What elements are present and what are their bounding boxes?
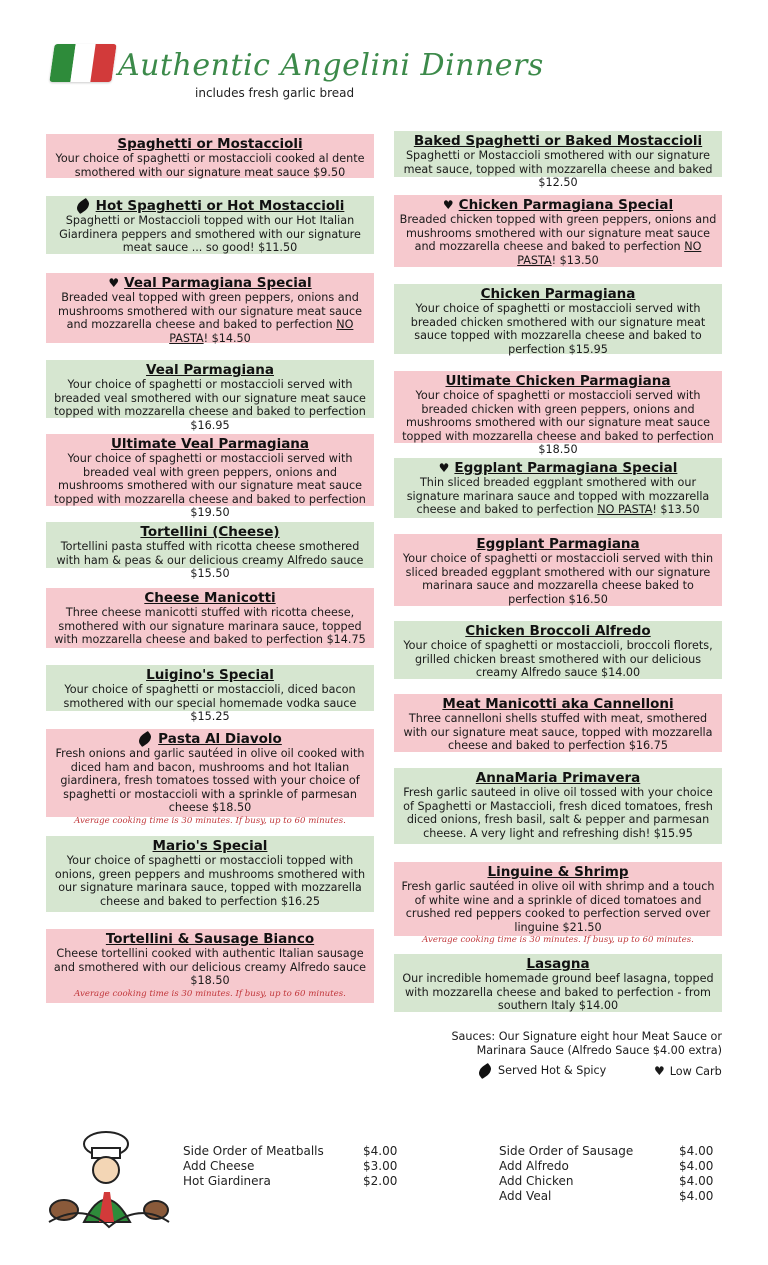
page-subtitle: includes fresh garlic bread — [195, 86, 355, 100]
menu-item — [394, 534, 722, 606]
legend-low-carb — [654, 1064, 722, 1078]
item-name: Chicken Parmagiana — [480, 286, 636, 302]
item-name: Cheese Manicotti — [144, 590, 276, 606]
hot-pepper-icon — [74, 198, 91, 214]
side-label: Add Alfredo — [499, 1159, 569, 1173]
no-pasta-label: NO PASTA — [169, 318, 354, 345]
side-price: $4.00 — [679, 1159, 714, 1173]
item-name: Chicken Parmagiana Special — [458, 197, 674, 213]
side-label: Add Veal — [499, 1189, 552, 1203]
menu-item — [394, 458, 722, 518]
side-row — [183, 1159, 397, 1174]
menu-item — [46, 360, 374, 432]
cooking-time-note: Average cooking time is 30 minutes. If busy, up to 60 minutes. — [74, 815, 346, 826]
item-name: Veal Parmagiana — [146, 362, 274, 378]
item-desc: Spaghetti or Mostaccioli topped with our Hot Italian Giardinera peppers and smothered with our signature meat sauce ... so good! $11.50 — [59, 214, 361, 255]
side-price: $4.00 — [679, 1144, 714, 1158]
item-name: Pasta Al Diavolo — [158, 731, 282, 747]
item-desc: Spaghetti or Mostaccioli smothered with our signature meat sauce, topped with mozzarella cheese and baked $12.50 — [403, 149, 713, 190]
item-desc: Thin sliced breaded eggplant smothered with our signature marinara sauce and topped with mozzarella cheese and baked to perfection — [406, 476, 710, 517]
no-pasta-label: NO PASTA — [597, 503, 653, 517]
page-title: Authentic Angelini Dinners — [118, 48, 544, 83]
menu-item — [394, 371, 722, 457]
item-desc: Your choice of spaghetti or mostaccioli served with breaded chicken smothered with our signature meat sauce topped with mozzarella cheese and baked to perfection $15.95 — [410, 302, 706, 356]
item-desc: Your choice of spaghetti or mostaccioli, diced bacon smothered with our special homemade vodka sauce $15.25 — [63, 683, 357, 724]
item-desc: Your choice of spaghetti or mostaccioli served with breaded chicken with green peppers, onions and mushrooms smothered with our signature meat sauce topped with mozzarella cheese and baked to perfection $18.50 — [402, 389, 714, 457]
menu-item — [394, 768, 722, 844]
heart-icon: ♥ — [654, 1064, 665, 1078]
sauces-line-2: Marinara Sauce (Alfredo Sauce $4.00 extra) — [476, 1044, 722, 1057]
item-name: Luigino's Special — [146, 667, 274, 683]
menu-item — [46, 134, 374, 178]
item-desc: Your choice of spaghetti or mostaccioli served with breaded veal smothered with our signature meat sauce topped with mozzarella cheese and baked to perfection $16.95 — [54, 378, 366, 432]
heart-icon: ♥ — [438, 461, 450, 475]
item-desc: Three cannelloni shells stuffed with meat, smothered with our signature meat sauce, topped with mozzarella cheese and baked to perfection $16.75 — [403, 712, 713, 753]
legend-low-carb-label: Low Carb — [669, 1065, 722, 1078]
side-price: $2.00 — [363, 1174, 398, 1188]
item-desc: Fresh garlic sauteed in olive oil tossed with your choice of Spaghetti or Mastaccioli, fresh diced tomatoes, fresh diced onions, fresh basil, salt & pepper and parmesan cheese. A very light and refreshing dish! $15.95 — [403, 786, 713, 840]
sauces-note — [400, 1030, 722, 1058]
item-price: ! $13.50 — [551, 253, 599, 267]
item-desc: Tortellini pasta stuffed with ricotta cheese smothered with ham & peas & our delicious creamy Alfredo sauce $15.50 — [56, 540, 364, 581]
item-desc: Your choice of spaghetti or mostaccioli served with breaded veal with green peppers, onions and mushrooms smothered with our signature meat sauce topped with mozzarella cheese and baked to perfection $19.50 — [54, 452, 366, 520]
side-row — [499, 1159, 713, 1174]
no-pasta-label: NO PASTA — [517, 240, 702, 267]
menu-item — [46, 665, 374, 724]
side-row — [499, 1144, 713, 1159]
menu-item — [46, 929, 374, 1003]
side-price: $4.00 — [679, 1189, 714, 1203]
item-name: Meat Manicotti aka Cannelloni — [442, 696, 674, 712]
menu-item — [394, 131, 722, 190]
item-name: Eggplant Parmagiana Special — [454, 460, 678, 476]
chef-illustration — [44, 1122, 174, 1232]
legend-hot — [478, 1064, 606, 1077]
menu-item — [46, 522, 374, 581]
menu-item — [46, 196, 374, 254]
item-name: Hot Spaghetti or Hot Mostaccioli — [95, 198, 345, 214]
side-row — [183, 1174, 397, 1189]
item-desc: Fresh onions and garlic sautéed in olive oil cooked with diced ham and bacon, mushrooms and hot Italian giardinera, fresh tomatoes tossed with your choice of spaghetti or mostaccioli with a sprinkle of parmesan cheese $18.50 — [55, 747, 365, 815]
heart-icon: ♥ — [108, 276, 120, 290]
cooking-time-note: Average cooking time is 30 minutes. If busy, up to 60 minutes. — [422, 935, 694, 946]
item-desc: Breaded veal topped with green peppers, onions and mushrooms smothered with our signature meat sauce and mozzarella cheese and baked to perfection — [57, 291, 363, 332]
sauces-line-1: Sauces: Our Signature eight hour Meat Sauce or — [451, 1030, 722, 1043]
item-name: AnnaMaria Primavera — [475, 770, 641, 786]
item-desc: Three cheese manicotti stuffed with ricotta cheese, smothered with our signature marinara sauce, topped with mozzarella cheese and baked to perfection $14.75 — [54, 606, 366, 647]
item-name: Veal Parmagiana Special — [124, 275, 312, 291]
item-name: Ultimate Chicken Parmagiana — [445, 373, 671, 389]
menu-item — [394, 862, 722, 946]
item-desc: Breaded chicken topped with green peppers, onions and mushrooms smothered with our signature meat sauce and mozzarella cheese and baked to perfection — [399, 213, 717, 254]
item-desc: Your choice of spaghetti or mostaccioli served with thin sliced breaded eggplant smothered with our signature marinara sauce and mozzarella cheese baked to perfection $16.50 — [402, 552, 714, 606]
menu-item — [46, 273, 374, 343]
legend-hot-label: Served Hot & Spicy — [498, 1064, 607, 1077]
hot-pepper-icon — [476, 1063, 493, 1079]
item-desc: Your choice of spaghetti or mostaccioli cooked al dente smothered with our signature meat sauce $9.50 — [55, 152, 365, 179]
sides-right — [499, 1144, 713, 1204]
menu-item — [394, 284, 722, 354]
side-label: Side Order of Sausage — [499, 1144, 634, 1158]
menu-item — [394, 694, 722, 752]
menu-item — [46, 434, 374, 520]
hot-pepper-icon — [137, 731, 154, 747]
item-desc: Fresh garlic sautéed in olive oil with shrimp and a touch of white wine and a sprinkle of diced tomatoes and crushed red peppers cooked to perfection served over linguine $21.50 — [401, 880, 715, 934]
side-row — [499, 1174, 713, 1189]
menu-item — [46, 588, 374, 648]
item-desc: Your choice of spaghetti or mostaccioli topped with onions, green peppers and mushrooms smothered with our signature marinara sauce, topped with mozzarella cheese and baked to perfection $16.25 — [54, 854, 366, 908]
menu-item — [394, 621, 722, 679]
item-name: Linguine & Shrimp — [487, 864, 629, 880]
side-row — [499, 1189, 713, 1204]
side-label: Add Chicken — [499, 1174, 574, 1188]
item-desc: Cheese tortellini cooked with authentic Italian sausage and smothered with our delicious creamy Alfredo sauce $18.50 — [53, 947, 367, 988]
cooking-time-note: Average cooking time is 30 minutes. If busy, up to 60 minutes. — [74, 988, 346, 999]
item-name: Mario's Special — [152, 838, 268, 854]
item-name: Lasagna — [526, 956, 590, 972]
item-name: Tortellini (Cheese) — [140, 524, 280, 540]
side-label: Hot Giardinera — [183, 1174, 271, 1188]
menu-item — [394, 954, 722, 1012]
item-price: ! $14.50 — [203, 331, 251, 345]
item-name: Spaghetti or Mostaccioli — [117, 136, 303, 152]
italian-flag-icon — [49, 44, 116, 82]
menu-item — [394, 195, 722, 267]
side-price: $4.00 — [679, 1174, 714, 1188]
item-name: Eggplant Parmagiana — [476, 536, 640, 552]
item-desc: Our incredible homemade ground beef lasagna, topped with mozzarella cheese and baked to perfection - from southern Italy $14.00 — [402, 972, 714, 1013]
item-name: Ultimate Veal Parmagiana — [110, 436, 310, 452]
item-price: ! $13.50 — [652, 503, 700, 517]
menu-item — [46, 729, 374, 826]
heart-icon: ♥ — [442, 198, 454, 212]
side-label: Add Cheese — [183, 1159, 255, 1173]
side-price: $4.00 — [363, 1144, 398, 1158]
menu-item — [46, 836, 374, 912]
side-label: Side Order of Meatballs — [183, 1144, 324, 1158]
item-desc: Your choice of spaghetti or mostaccioli, broccoli florets, grilled chicken breast smothered with our delicious creamy Alfredo sauce $14.00 — [403, 639, 713, 680]
side-row — [183, 1144, 397, 1159]
side-price: $3.00 — [363, 1159, 398, 1173]
item-name: Chicken Broccoli Alfredo — [465, 623, 651, 639]
item-name: Baked Spaghetti or Baked Mostaccioli — [413, 133, 703, 149]
item-name: Tortellini & Sausage Bianco — [105, 931, 315, 947]
sides-left — [183, 1144, 397, 1189]
